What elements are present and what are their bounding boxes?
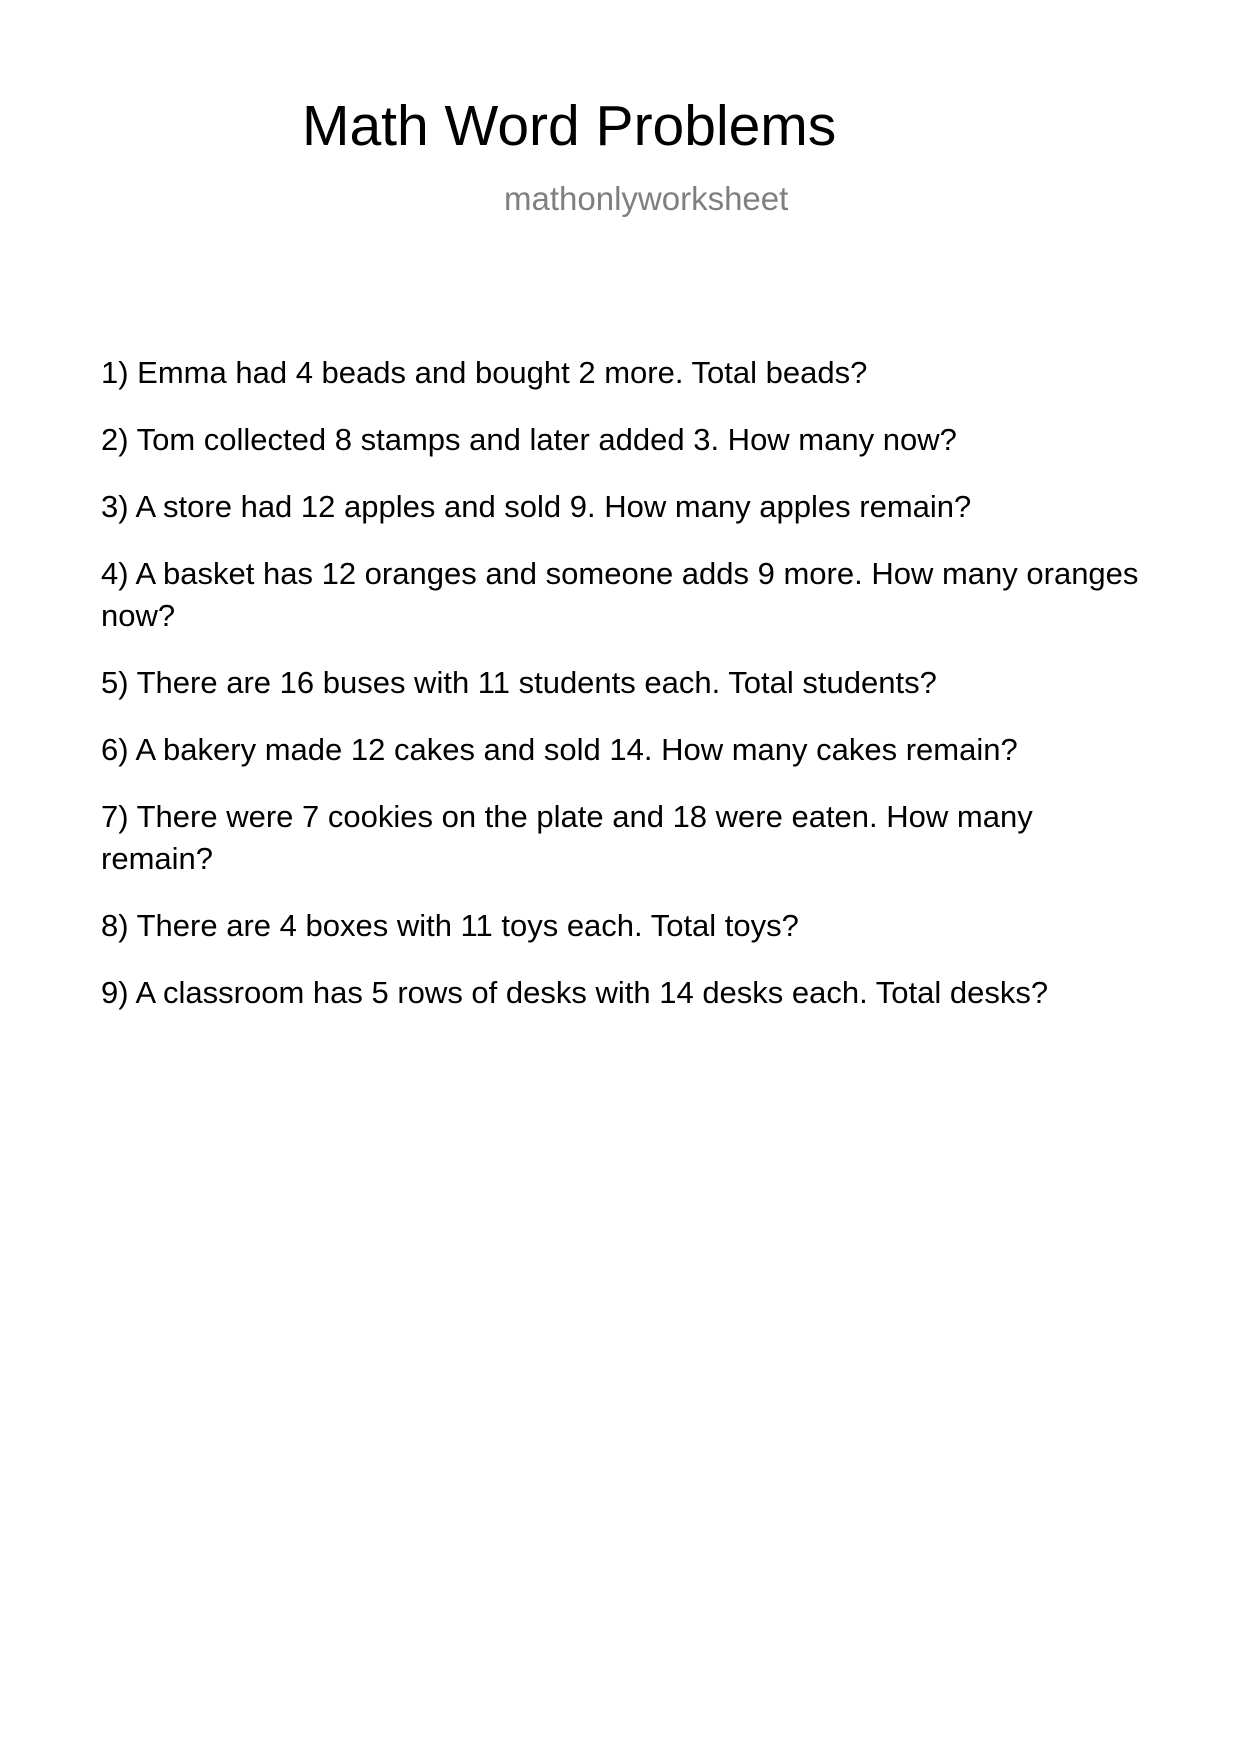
problem-item: 9) A classroom has 5 rows of desks with 14 desks each. Total desks? bbox=[101, 975, 1049, 1010]
problem-item: 2) Tom collected 8 stamps and later added 3. How many now? bbox=[101, 422, 957, 457]
problem-item: 7) There were 7 cookies on the plate and 18 were eaten. How many remain? bbox=[101, 799, 1033, 876]
problem-item: 1) Emma had 4 beads and bought 2 more. Total beads? bbox=[101, 355, 868, 390]
problem-list bbox=[101, 352, 1151, 1039]
problem-item: 5) There are 16 buses with 11 students each. Total students? bbox=[101, 665, 937, 700]
problem-item: 6) A bakery made 12 cakes and sold 14. How many cakes remain? bbox=[101, 732, 1018, 767]
page-title: Math Word Problems bbox=[302, 94, 837, 158]
page-subtitle: mathonlyworksheet bbox=[504, 180, 789, 217]
problem-item: 4) A basket has 12 oranges and someone adds 9 more. How many oranges now? bbox=[101, 556, 1139, 633]
problem-item: 3) A store had 12 apples and sold 9. How many apples remain? bbox=[101, 489, 972, 524]
problem-item: 8) There are 4 boxes with 11 toys each. Total toys? bbox=[101, 908, 799, 943]
